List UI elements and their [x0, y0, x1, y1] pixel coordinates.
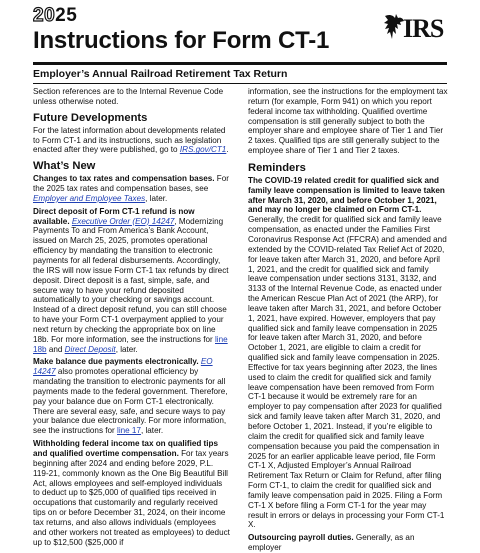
subtitle-rule: [33, 83, 447, 84]
balance-due-lead: Make balance due payments electronically.: [33, 357, 199, 367]
left-column: [33, 87, 231, 547]
covid-credit-paragraph: The COVID-19 related credit for qualified sick and family leave compensation is limited to leave taken after March 31, 2020, and before October 1, 2021, and may no longer be claimed on Form CT-1. Generally, the credit for qualified sick and family leave compensation, as enacted under the Families First Coronavirus Response Act (FFCRA) and amended and extended by the COVID-related Tax Relief Act of 2020, for leave taken after March 31, 2020, and before April 1, 2021, and the credit for qualified sick and family leave compensation under sections 3131, 3132, and 3133 of the Internal Revenue Code, as enacted under the American Rescue Plan Act of 2021 (the ARP), for leave taken after March 31, 2021, and before October 1, 2021, have expired. However, employers that pay qualified sick and family leave compensation in 2025 for leave taken after March 31, 2020, and before October 1, 2021, are eligible to claim a credit for qualified sick and family leave compensation in 2025. Effective for tax years beginning after 2023, the lines used to claim the credit for qualified sick and family leave compensation have been removed from Form CT-1 because it would be extremely rare for an employer to pay compensation after 2023 for qualified sick and family leave taken after March 31, 2020, and before October 1, 2021. Instead, if you’re eligible to claim the credit for qualified sick and family leave compensation because you paid the compensation in 2025 for an earlier applicable leave period, file Form CT-1 X, Adjusted Employer’s Annual Railroad Retirement Tax Return or Claim for Refund, after filing Form CT-1, to claim the credit for qualified sick and family leave compensation paid in 2025. Filing a Form CT-1 X before filing a Form CT-1 for the year may result in errors or delays in processing your Form CT-1 X.: [248, 175, 447, 530]
page-subtitle: Employer’s Annual Railroad Retirement Tax Return: [33, 68, 288, 80]
future-developments-heading: Future Developments: [33, 111, 148, 124]
direct-deposit-paragraph: Direct deposit of Form CT-1 refund is now available. Executive Order (EO) 14247, Modernizing Payments To and From America’s Bank Account, issued on March 25, 2025, promotes operational efficiency by mandating the transition to electronic payments for all federal disbursements. Accordingly, the IRS will now issue Form CT-1 tax refunds by direct deposit. Direct deposit is a fast, simple, safe, and secure way to have your refund deposited automatically to your checking or savings account. Instead of a direct deposit refund, you can still choose to have your Form CT-1 overpayment applied to your next return by checking the appropriate box on line 18b. For more information, see the instructions for line 18b and Direct Deposit, later.: [33, 206, 229, 354]
balance-due-paragraph: Make balance due payments electronically. EO 14247 also promotes operational efficiency by mandating the transition to electronic payments for all payments made to the federal government. Therefore, pay your balance due on Form CT-1 electronically. There are several easy, safe, and secure ways to pay your balance due electronically. For more information, see the instructions for line 17, later.: [33, 357, 228, 436]
line-17-link[interactable]: line 17: [117, 426, 141, 436]
irs-eagle-icon: [383, 12, 405, 42]
tax-rates-lead: Changes to tax rates and compensation bases.: [33, 174, 215, 184]
qualified-tips-paragraph: Withholding federal income tax on qualified tips and qualified overtime compensation. For tax years beginning after 2024 and ending before 2029, P.L. 119-21, commonly known as the One Big Beautiful Bill Act, allows employees and self-employed individuals to deduct up to $25,000 of qualified tips received in occupations that customarily and regularly received tips on or before December 31, 2024, on their income tax returns, and also allows individuals (employees and other workers not treated as employees) to deduct up to $12,500 ($25,000 if: [33, 439, 230, 547]
outsourcing-paragraph: Outsourcing payroll duties. Generally, as an employer: [248, 533, 415, 553]
qualified-tips-lead: Withholding federal income tax on qualified tips and qualified overtime compensation.: [33, 439, 219, 458]
right-column: [248, 87, 448, 553]
year-prefix: 20: [33, 5, 56, 26]
irs-logo-text: IRS: [403, 14, 444, 43]
reminders-heading: Reminders: [248, 161, 306, 174]
irs-ct1-link[interactable]: IRS.gov/CT1: [179, 145, 227, 155]
direct-deposit-link[interactable]: Direct Deposit: [64, 344, 116, 354]
page-title: Instructions for Form CT-1: [33, 27, 330, 54]
covid-credit-lead: The COVID-19 related credit for qualified sick and family leave compensation is limited to leave taken after March 31, 2020, and before October 1, 2021, and may no longer be claimed on Form CT-1.: [248, 175, 445, 215]
continued-text: information, see the instructions for the employment tax return (for example, Form 941) on which you report federal income tax withholding. Qualified overtime compensation is still generally subject to both the employer share and employee share of Tier 1 and Tier 2 taxes. Qualified tips are still generally subject to the employee share of Tier 1 and Tier 2 taxes.: [248, 87, 448, 156]
tax-rates-paragraph: Changes to tax rates and compensation bases. For the 2025 tax rates and compensation bases, see Employer and Employee Taxes, later.: [33, 174, 229, 203]
future-developments-text: For the latest information about developments related to Form CT-1 and its instructions, such as legislation enacted after they were published, go to IRS.gov/CT1.: [33, 125, 229, 155]
form-year: [33, 6, 77, 26]
year-suffix: 25: [55, 5, 78, 26]
whats-new-heading: What’s New: [33, 160, 96, 173]
intro-text: Section references are to the Internal Revenue Code unless otherwise noted.: [33, 87, 224, 106]
eo-14247-link[interactable]: Executive Order (EO) 14247: [71, 216, 175, 226]
header-rule: [33, 62, 447, 65]
direct-deposit-lead: Direct deposit of Form CT-1 refund is now available.: [33, 206, 195, 226]
outsourcing-lead: Outsourcing payroll duties.: [248, 533, 354, 543]
line-18b-link[interactable]: line 18b: [33, 334, 228, 354]
eo-14247-link-2[interactable]: EO 14247: [33, 357, 213, 377]
irs-logo: [383, 12, 447, 46]
employer-employee-taxes-link[interactable]: Employer and Employee Taxes: [33, 193, 146, 203]
